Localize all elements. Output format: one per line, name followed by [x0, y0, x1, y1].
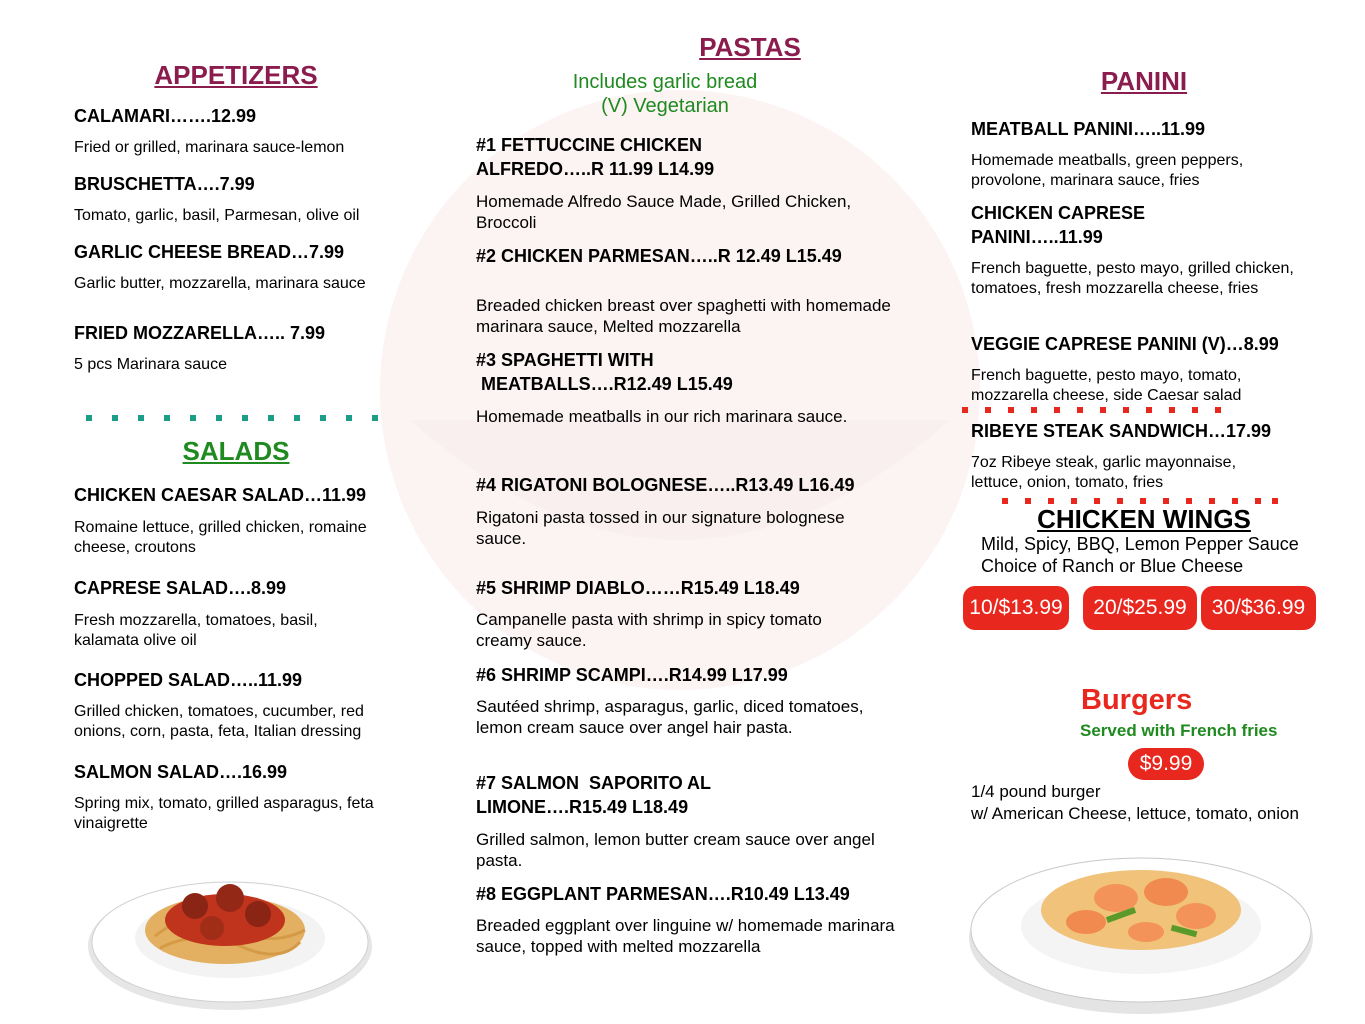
panini-item-desc: Homemade meatballs, green peppers, provolone, marinara sauce, fries	[971, 152, 1244, 189]
appetizer-item-desc: 5 pcs Marinara sauce	[74, 356, 227, 373]
appetizer-item-name: CALAMARI…….12.99	[74, 106, 257, 126]
pasta-item-desc: Breaded eggplant over linguine w/ homemade marinara sauce, topped with melted mozzarella	[476, 916, 895, 956]
pasta-item-desc: Campanelle pasta with shrimp in spicy tomato creamy sauce.	[476, 610, 822, 650]
wings-dip-options: Choice of Ranch or Blue Cheese	[981, 556, 1244, 576]
appetizer-item-desc: Garlic butter, mozzarella, marinara sauce	[74, 275, 366, 292]
salad-item-name: SALMON SALAD….16.99	[74, 762, 288, 782]
panini-item-desc: French baguette, pesto mayo, grilled chicken, tomatoes, fresh mozzarella cheese, fries	[971, 260, 1294, 297]
burgers-title: Burgers	[1081, 684, 1193, 716]
panini-item-desc: French baguette, pesto mayo, tomato, mozzarella cheese, side Caesar salad	[971, 367, 1242, 404]
pastas-note-garlic-bread: Includes garlic bread	[572, 71, 758, 93]
appetizers-title: APPETIZERS	[154, 60, 318, 90]
panini-item-name: RIBEYE STEAK SANDWICH…17.99	[971, 421, 1272, 441]
appetizer-item-desc: Tomato, garlic, basil, Parmesan, olive oil	[74, 207, 360, 224]
chicken-wings-title: CHICKEN WINGS	[1037, 504, 1251, 534]
spaghetti-plate-image	[80, 858, 380, 1018]
panini-item-name: CHICKEN CAPRESE PANINI…..11.99	[971, 203, 1146, 247]
burgers-subtitle: Served with French fries	[1080, 721, 1278, 740]
salad-item-name: CHOPPED SALAD…..11.99	[74, 670, 303, 690]
shrimp-pasta-plate-image	[966, 840, 1316, 1020]
pasta-item-name: #5 SHRIMP DIABLO……R15.49 L18.49	[476, 578, 800, 598]
appetizer-item-name: BRUSCHETTA….7.99	[74, 174, 255, 194]
pastas-title: PASTAS	[699, 32, 801, 62]
pasta-item-name: #2 CHICKEN PARMESAN…..R 12.49 L15.49	[476, 246, 842, 266]
pastas-note-vegetarian: (V) Vegetarian	[601, 95, 729, 117]
salad-item-name: CHICKEN CAESAR SALAD…11.99	[74, 485, 367, 505]
appetizer-item-name: FRIED MOZZARELLA….. 7.99	[74, 323, 326, 343]
pasta-item-name: #6 SHRIMP SCAMPI….R14.99 L17.99	[476, 665, 788, 685]
pasta-item-desc: Breaded chicken breast over spaghetti with homemade marinara sauce, Melted mozzarella	[476, 296, 891, 336]
appetizer-item-desc: Fried or grilled, marinara sauce-lemon	[74, 139, 345, 156]
salad-item-desc: Grilled chicken, tomatoes, cucumber, red onions, corn, pasta, feta, Italian dressing	[74, 703, 364, 740]
salad-item-name: CAPRESE SALAD….8.99	[74, 578, 287, 598]
panini-item-desc: 7oz Ribeye steak, garlic mayonnaise, lettuce, onion, tomato, fries	[971, 454, 1237, 491]
panini-title: PANINI	[1100, 66, 1188, 96]
pasta-item-name: #1 FETTUCCINE CHICKEN ALFREDO…..R 11.99 L14.99	[476, 135, 715, 179]
burger-price: $9.99	[1128, 748, 1204, 780]
wings-sauce-options: Mild, Spicy, BBQ, Lemon Pepper Sauce	[981, 534, 1299, 554]
salad-item-desc: Spring mix, tomato, grilled asparagus, feta vinaigrette	[74, 795, 374, 832]
pasta-item-name: #7 SALMON SAPORITO AL LIMONE….R15.49 L18.49	[476, 773, 712, 817]
wings-price-30: 30/$36.99	[1201, 586, 1316, 630]
pasta-item-name: #4 RIGATONI BOLOGNESE…..R13.49 L16.49	[476, 475, 855, 495]
pasta-item-desc: Homemade meatballs in our rich marinara sauce.	[476, 407, 848, 426]
dotted-divider	[962, 407, 1242, 413]
salads-title: SALADS	[182, 436, 290, 466]
salad-item-desc: Fresh mozzarella, tomatoes, basil, kalamata olive oil	[74, 612, 318, 649]
pasta-item-desc: Grilled salmon, lemon butter cream sauce over angel pasta.	[476, 830, 875, 870]
pasta-item-desc: Sautéed shrimp, asparagus, garlic, diced tomatoes, lemon cream sauce over angel hair pasta.	[476, 697, 864, 737]
wings-price-10: 10/$13.99	[963, 586, 1069, 630]
panini-item-name: MEATBALL PANINI…..11.99	[971, 119, 1206, 139]
pasta-item-name: #3 SPAGHETTI WITH MEATBALLS….R12.49 L15.49	[476, 350, 733, 394]
panini-item-name: VEGGIE CAPRESE PANINI (V)…8.99	[971, 334, 1279, 354]
burger-desc: 1/4 pound burger w/ American Cheese, lettuce, tomato, onion	[971, 782, 1299, 823]
salad-item-desc: Romaine lettuce, grilled chicken, romaine cheese, croutons	[74, 519, 367, 556]
appetizer-item-name: GARLIC CHEESE BREAD…7.99	[74, 242, 345, 262]
dotted-divider	[86, 415, 386, 421]
pasta-item-desc: Rigatoni pasta tossed in our signature bolognese sauce.	[476, 508, 845, 548]
pasta-item-desc: Homemade Alfredo Sauce Made, Grilled Chicken, Broccoli	[476, 192, 852, 232]
wings-price-20: 20/$25.99	[1083, 586, 1197, 630]
pasta-item-name: #8 EGGPLANT PARMESAN….R10.49 L13.49	[476, 884, 850, 904]
